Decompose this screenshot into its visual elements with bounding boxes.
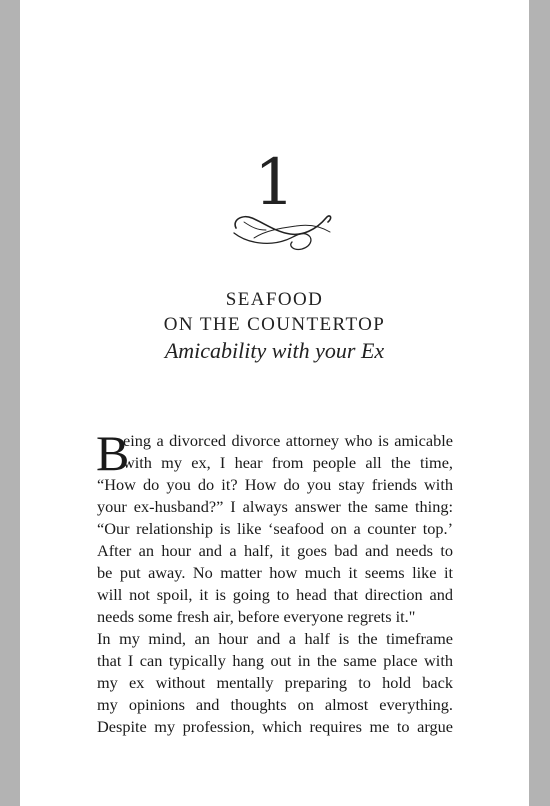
chapter-subtitle: Amicability with your Ex <box>164 338 385 363</box>
body-paragraph <box>96 425 453 738</box>
drop-cap: B <box>96 425 130 481</box>
text-line: with my ex, I hear from people all the time, <box>123 453 453 472</box>
book-page <box>20 0 529 806</box>
text-line: Despite my profession, which requires me to argue <box>97 717 453 736</box>
text-line: “How do you do it? How do you stay friends with <box>97 475 453 494</box>
chapter-title-line-1: SEAFOOD <box>225 289 324 310</box>
text-line: After an hour and a half, it goes bad and needs to <box>97 541 453 560</box>
text-line: “Our relationship is like ‘seafood on a counter top.’ <box>97 519 453 538</box>
text-line: be put away. No matter how much it seems like it <box>97 563 453 582</box>
text-line: that I can typically hang out in the same place with <box>97 651 453 670</box>
text-line: my ex without mentally preparing to hold back <box>97 673 453 692</box>
flourish-icon <box>230 206 334 252</box>
chapter-title-line-2: ON THE COUNTERTOP <box>163 314 386 335</box>
chapter-number: 1 <box>254 146 295 220</box>
text-line: my opinions and thoughts on almost everything. <box>97 695 453 714</box>
chapter-title <box>20 287 529 337</box>
text-line: eing a divorced divorce attorney who is amicable <box>123 431 453 450</box>
text-line: will not spoil, it is going to head that direction and <box>97 585 453 604</box>
text-line: needs some fresh air, before everyone regrets it." <box>97 607 416 626</box>
text-line: your ex-husband?” I always answer the same thing: <box>97 497 453 516</box>
text-line: In my mind, an hour and a half is the timeframe <box>97 629 453 648</box>
